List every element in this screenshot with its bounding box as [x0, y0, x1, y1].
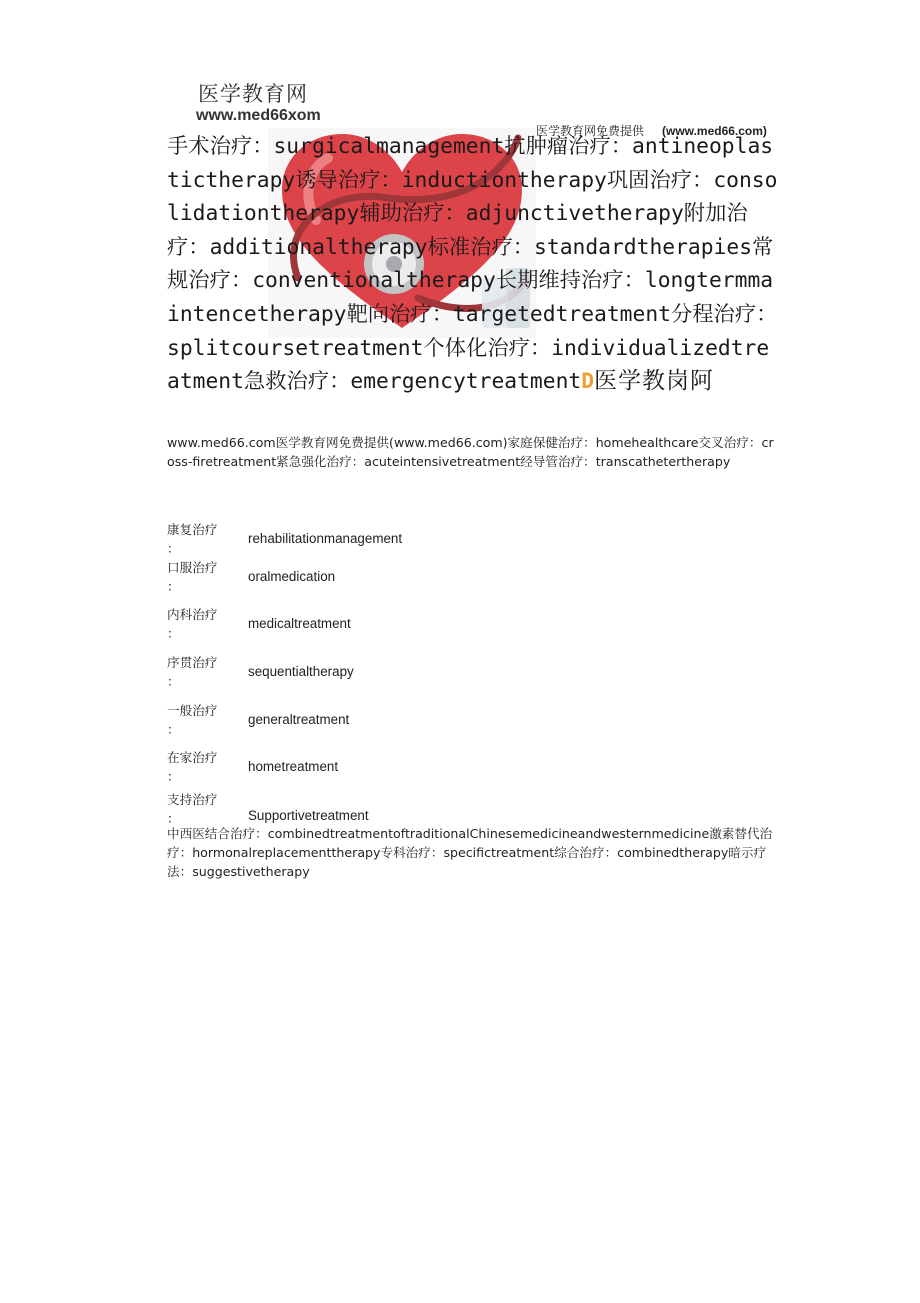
watermark-text: 医学教岗阿 — [594, 368, 715, 395]
main-terms-text: 手术治疗：surgicalmanagement抗肿瘤治疗：antineoplastictherapy诱导治疗：inductiontherapy巩固治疗：consolidationtherapy辅助治疗：adjunctivetherapy附加治疗：additionaltherapy标准治疗：standardtherapies常规治疗：conventionaltherapy长期维持治疗：longtermmaintencetherapy靶向治疗：targetedtreatment分程治疗：splitcoursetreatment个体化治疗：individualizedtreatment急救治疗：emergencytreatment — [167, 134, 778, 395]
provider-url: (www.med66.com) — [662, 124, 767, 138]
term-row — [167, 702, 779, 746]
term-row — [167, 749, 779, 793]
terms-paragraph-2: 中西医结合治疗：combinedtreatmentoftraditionalChinesemedicineandwesternmedicine激素替代治疗：hormonalreplacementtherapy专科治疗：specifictreatment综合治疗：combinedtherapy暗示疗法：suggestivetherapy — [167, 826, 773, 879]
term-chinese: 康复治疗 — [167, 522, 218, 537]
term-chinese: 内科治疗 — [167, 607, 218, 622]
term-colon: ： — [167, 579, 180, 594]
term-english: medicaltreatment — [248, 616, 351, 631]
term-row — [167, 606, 779, 650]
term-colon: ： — [167, 626, 180, 641]
term-english: sequentialtherapy — [248, 664, 354, 679]
term-english: hometreatment — [248, 759, 339, 774]
term-english: Supportivetreatment — [248, 808, 369, 823]
term-row — [167, 559, 779, 603]
term-colon: ： — [167, 769, 180, 784]
term-english: oralmedication — [248, 569, 336, 584]
term-chinese: 支持治疗 — [167, 792, 218, 807]
site-logo-text: 医学教育网 — [198, 82, 308, 106]
term-chinese: 一般治疗 — [167, 703, 218, 718]
terms-paragraph-1: www.med66.com医学教育网免费提供(www.med66.com)家庭保健治疗：homehealthcare交叉治疗：cross-firetreatment紧急强化治疗：acuteintensivetreatment经导管治疗：transcathetertherapy — [167, 435, 774, 469]
term-colon: ： — [167, 541, 180, 556]
orange-marker: D — [581, 369, 595, 395]
term-english: generaltreatment — [248, 712, 350, 727]
treatment-terms-main — [167, 130, 779, 399]
term-colon: ： — [167, 674, 180, 689]
term-chinese: 口服治疗 — [167, 560, 218, 575]
term-row — [167, 654, 779, 698]
term-colon: ： — [167, 811, 180, 826]
term-colon: ： — [167, 722, 180, 737]
term-english: rehabilitationmanagement — [248, 531, 403, 546]
term-chinese: 在家治疗 — [167, 750, 218, 765]
site-logo-url: www.med66xom — [196, 107, 321, 124]
provider-text: 医学教育网免费提供 — [536, 124, 645, 138]
term-chinese: 序贯治疗 — [167, 655, 218, 670]
